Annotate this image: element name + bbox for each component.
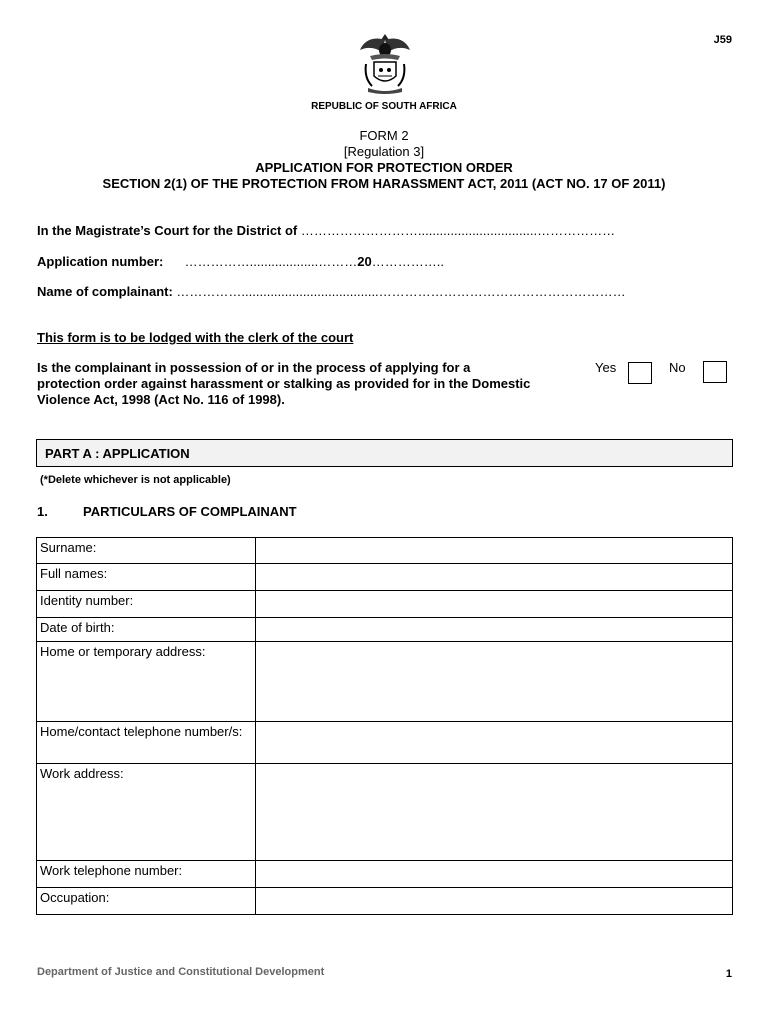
part-a-heading: PART A : APPLICATION — [36, 439, 733, 467]
date-of-birth-field[interactable] — [256, 618, 733, 642]
section-number: 1. — [37, 504, 48, 519]
no-label: No — [669, 360, 686, 375]
home-telephone-field[interactable] — [256, 722, 733, 764]
court-district-field[interactable]: ……………………….................................……………… — [300, 223, 616, 238]
complainant-name-line — [37, 284, 626, 299]
table-row — [37, 888, 733, 915]
complainant-particulars-table — [36, 537, 733, 915]
lodge-instruction: This form is to be lodged with the clerk of the court — [37, 330, 354, 345]
section-title: PARTICULARS OF COMPLAINANT — [83, 504, 297, 519]
form-number: FORM 2 — [359, 128, 409, 143]
occupation-label: Occupation: — [37, 888, 256, 915]
court-district-line — [37, 223, 615, 238]
occupation-field[interactable] — [256, 888, 733, 915]
home-address-label: Home or temporary address: — [37, 642, 256, 722]
table-row — [37, 591, 733, 618]
court-district-label: In the Magistrate’s Court for the District of — [37, 223, 298, 238]
yes-checkbox[interactable] — [628, 362, 652, 384]
complainant-name-field[interactable]: ……………......................................………………………………………………… — [176, 284, 626, 299]
full-names-label: Full names: — [37, 564, 256, 591]
full-names-field[interactable] — [256, 564, 733, 591]
footer-department: Department of Justice and Constitutional Development — [37, 966, 325, 978]
home-address-field[interactable] — [256, 642, 733, 722]
work-address-label: Work address: — [37, 764, 256, 861]
work-address-field[interactable] — [256, 764, 733, 861]
yes-label: Yes — [595, 360, 617, 375]
identity-number-label: Identity number: — [37, 591, 256, 618]
page-number: 1 — [725, 968, 732, 980]
table-row — [37, 564, 733, 591]
table-row — [37, 538, 733, 564]
form-code: J59 — [713, 34, 732, 46]
form-title: APPLICATION FOR PROTECTION ORDER — [255, 160, 513, 175]
surname-label: Surname: — [37, 538, 256, 564]
delete-note: (*Delete whichever is not applicable) — [40, 474, 231, 486]
work-telephone-label: Work telephone number: — [37, 861, 256, 888]
application-number-label: Application number: — [37, 254, 164, 269]
table-row — [37, 861, 733, 888]
application-year-prefix: 20 — [357, 254, 372, 269]
complainant-name-label: Name of complainant: — [37, 284, 173, 299]
coat-of-arms-icon — [356, 30, 414, 96]
work-telephone-field[interactable] — [256, 861, 733, 888]
application-number-field[interactable]: ……………...................……… — [184, 254, 358, 269]
table-row — [37, 722, 733, 764]
country-name: REPUBLIC OF SOUTH AFRICA — [311, 101, 457, 112]
act-section: SECTION 2(1) OF THE PROTECTION FROM HARASSMENT ACT, 2011 (ACT NO. 17 OF 2011) — [102, 176, 666, 191]
home-telephone-label: Home/contact telephone number/s: — [37, 722, 256, 764]
table-row — [37, 642, 733, 722]
regulation: [Regulation 3] — [343, 144, 425, 159]
date-of-birth-label: Date of birth: — [37, 618, 256, 642]
table-row — [37, 764, 733, 861]
protection-order-question: Is the complainant in possession of or in the process of applying for a protection order against harassment or stalking as provided for in the Domestic Violence Act, 1998 (Act No. 116 of 1998). — [37, 360, 531, 407]
table-row — [37, 618, 733, 642]
application-year-field[interactable]: …………….. — [371, 254, 444, 269]
no-checkbox[interactable] — [703, 361, 727, 383]
form-title-block — [0, 128, 768, 192]
application-number-line — [37, 254, 444, 269]
surname-field[interactable] — [256, 538, 733, 564]
identity-number-field[interactable] — [256, 591, 733, 618]
